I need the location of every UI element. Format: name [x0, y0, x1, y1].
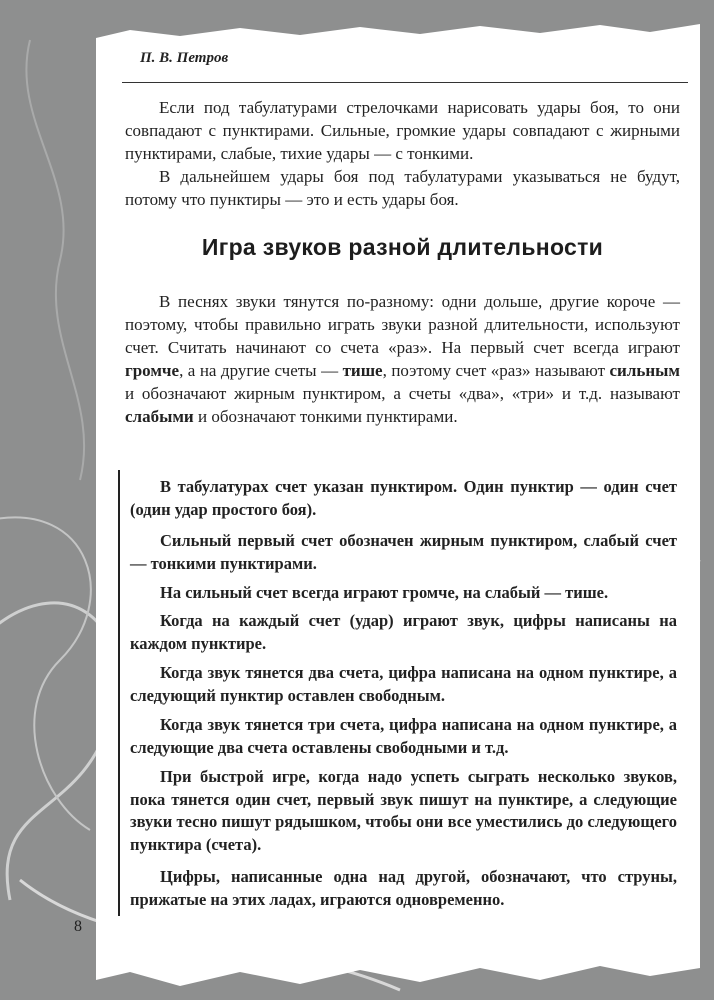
rule-item: Когда звук тянется три счета, цифра написана на одном пунктире, а следующие два счета оставлены свободными и т.д.: [130, 715, 677, 757]
rule-item: Цифры, написанные одна над другой, обозначают, что струны, прижатые на этих ладах, играются одновременно.: [130, 867, 677, 909]
intro-paragraph-2: В дальнейшем удары боя под табулатурами указываться не будут, потому что пунктиры — это и есть удары боя.: [125, 167, 680, 209]
rule-item: Когда звук тянется два счета, цифра написана на одном пунктире, а следующий пунктир оставлен свободным.: [130, 663, 677, 705]
body-text: [125, 290, 680, 428]
body-paragraph: [125, 290, 680, 428]
intro-text: [125, 96, 680, 211]
intro-paragraph-1: Если под табулатурами стрелочками нарисовать удары боя, то они совпадают с пунктирами. Сильные, громкие удары совпадают с жирными пунктирами, слабые, тихие удары — с тонкими.: [125, 98, 680, 163]
body-bold-term: громче: [125, 361, 180, 380]
body-text-run: и обозначают тонкими пунктирами.: [193, 407, 458, 426]
body-text-run: , а на другие счеты —: [179, 361, 343, 380]
section-title: Игра звуков разной длительности: [201, 234, 604, 260]
body-bold-term: слабыми: [125, 407, 194, 426]
rule-item: Сильный первый счет обозначен жирным пунктиром, слабый счет — тонкими пунктирами.: [130, 531, 677, 573]
rule-item: На сильный счет всегда играют громче, на слабый — тише.: [160, 583, 609, 602]
body-text-run: В песнях звуки тянутся по-разному: одни дольше, другие короче — поэтому, чтобы правильно играть звуки разной длительности, используют счет. Считать начинают со счета «раз». На первый счет всегда играют: [125, 292, 680, 357]
body-text-run: и обозначают жирным пунктиром, а счеты «два», «три» и т.д. называют: [125, 384, 680, 403]
rule-item: Когда на каждый счет (удар) играют звук, цифры написаны на каждом пунктире.: [130, 611, 677, 653]
rule-item: В табулатурах счет указан пунктиром. Один пунктир — один счет (один удар простого боя).: [130, 477, 677, 519]
body-bold-term: сильным: [609, 361, 681, 380]
rule-item: При быстрой игре, когда надо успеть сыграть несколько звуков, пока тянется один счет, первый звук пишут на пунктире, а следующие звуки тесно пишут рядышком, чтобы они все уместились до следующего пунктира (счета).: [130, 767, 677, 854]
body-text-run: , поэтому счет «раз» называют: [382, 361, 610, 380]
body-bold-term: тише: [342, 361, 383, 380]
summary-rules-box: [118, 470, 682, 916]
header-divider: [122, 82, 688, 83]
running-header-author: П. В. Петров: [140, 50, 229, 66]
page-number: 8: [74, 918, 82, 935]
